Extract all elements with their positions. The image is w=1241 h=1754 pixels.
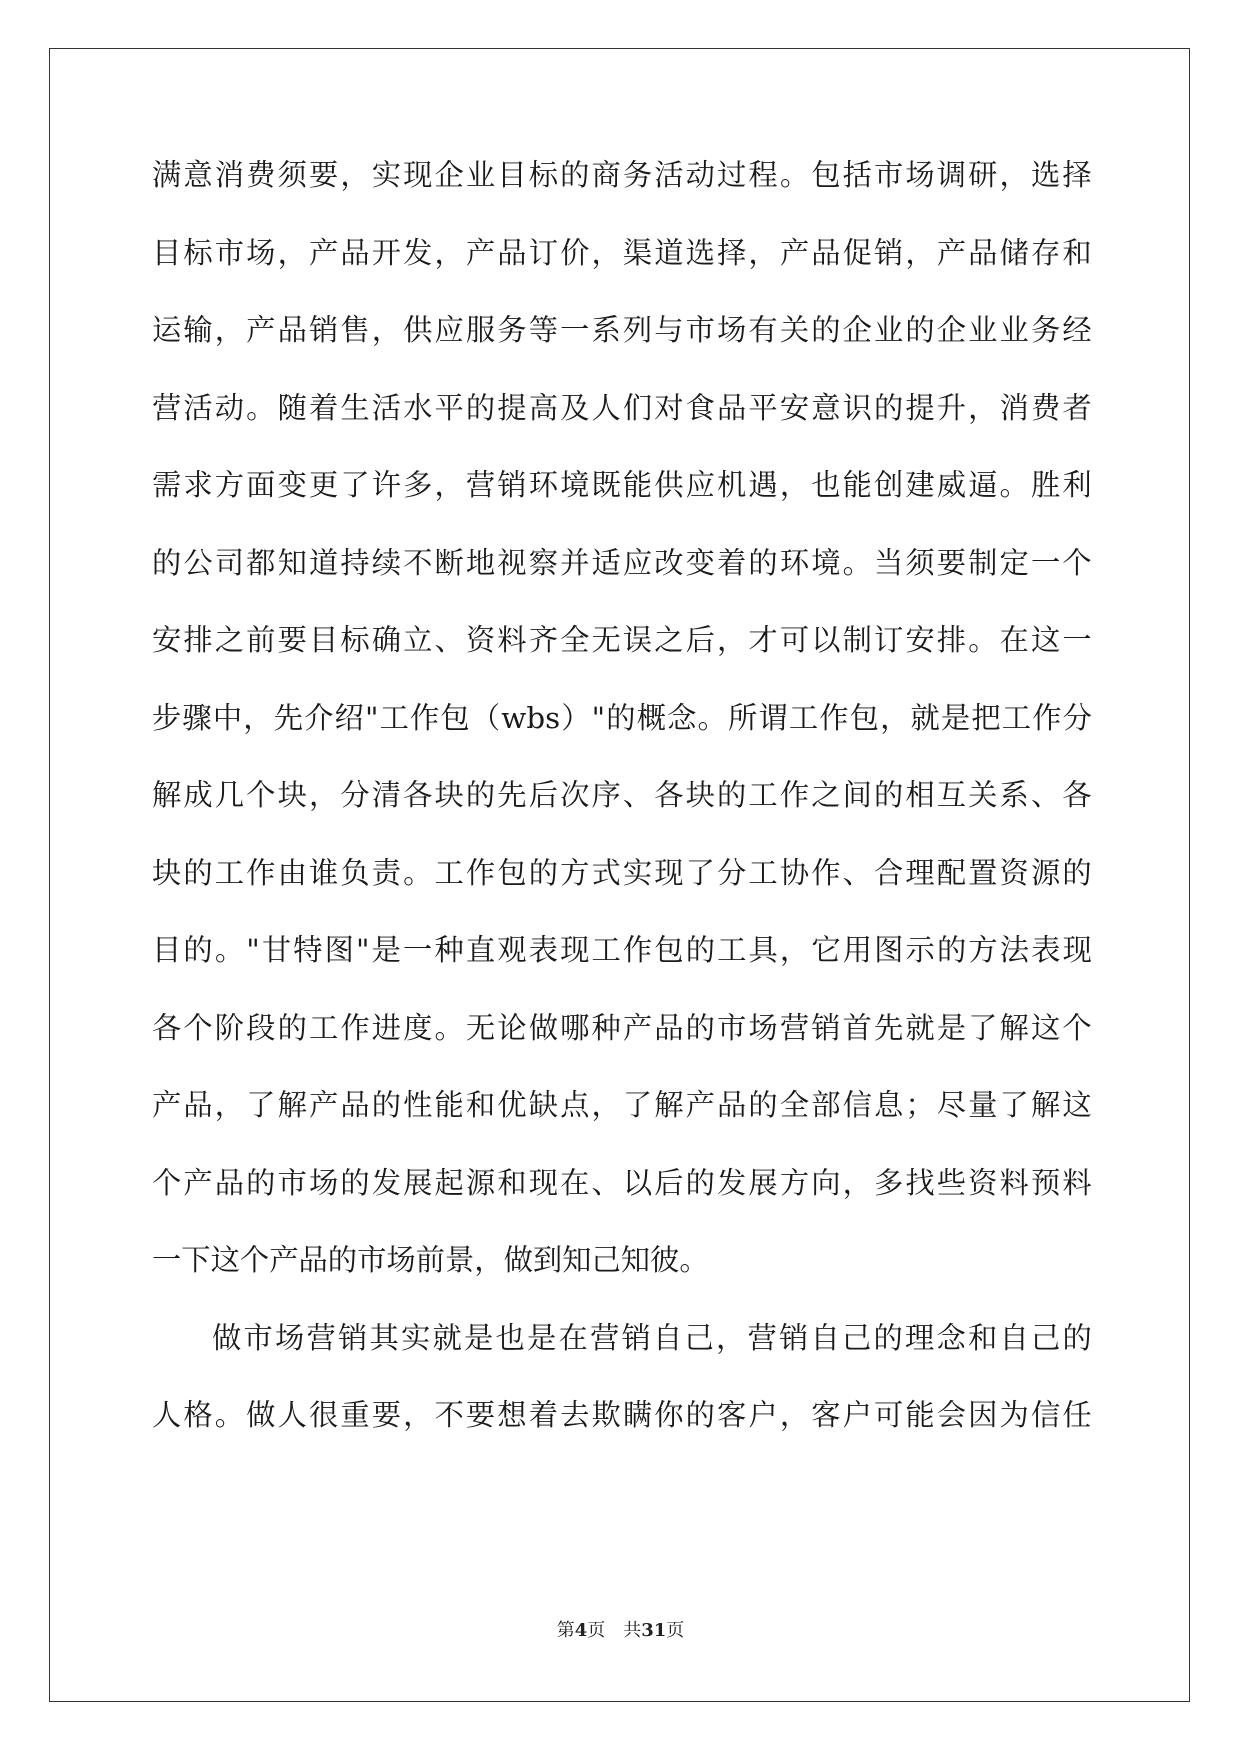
footer-prefix: 第 bbox=[556, 1620, 575, 1641]
text-line: 营 活 动 。 随 着 生 活 水 平 的 提 高 及 人 们 对 食 品 平 安 意 识 的 提 升 ， 消 费 者 bbox=[152, 390, 1092, 425]
total-pages: 31 bbox=[641, 1620, 667, 1641]
text-line: 做 市 场 营 销 其 实 就 是 也 是 在 营 销 自 己 ， 营 销 自 己 的 理 念 和 自 己 的 bbox=[212, 1320, 1092, 1355]
footer-total-prefix: 共 bbox=[623, 1620, 642, 1641]
text-line: 一下这个产品的市场前景，做到知己知彼。 bbox=[152, 1243, 709, 1277]
text-line: 运 输 ， 产 品 销 售 ， 供 应 服 务 等 一 系 列 与 市 场 有 关 的 企 业 的 企 业 业 务 经 bbox=[152, 313, 1092, 347]
text-line: 安 排 之 前 要 目 标 确 立 、 资 料 齐 全 无 误 之 后 ， 才 可 以 制 订 安 排 。 在 这 一 bbox=[152, 623, 1092, 657]
document-body bbox=[152, 160, 1092, 1478]
text-line: 各 个 阶 段 的 工 作 进 度 。 无 论 做 哪 种 产 品 的 市 场 营 销 首 先 就 是 了 解 这 个 bbox=[152, 1010, 1092, 1045]
footer-total-suffix: 页 bbox=[666, 1620, 685, 1641]
text-line: 个 产 品 的 市 场 的 发 展 起 源 和 现 在 、 以 后 的 发 展 方 向 ， 多 找 些 资 料 预 料 bbox=[152, 1165, 1092, 1200]
text-line: 满 意 消 费 须 要 ， 实 现 企 业 目 标 的 商 务 活 动 过 程 。 包 括 市 场 调 研 ， 选 择 bbox=[152, 158, 1092, 192]
text-line: 目 的 。 " 甘 特 图 " 是 一 种 直 观 表 现 工 作 包 的 工 具 ， 它 用 图 示 的 方 法 表 现 bbox=[152, 933, 1092, 967]
footer-page-suffix: 页 bbox=[587, 1620, 606, 1641]
page-footer bbox=[0, 1616, 1241, 1642]
text-line: 块 的 工 作 由 谁 负 责 。 工 作 包 的 方 式 实 现 了 分 工 协 作 、 合 理 配 置 资 源 的 bbox=[152, 855, 1092, 890]
text-line: 人 格 。 做 人 很 重 要 ， 不 要 想 着 去 欺 瞒 你 的 客 户 ， 客 户 可 能 会 因 为 信 任 bbox=[152, 1398, 1092, 1432]
text-line: 解 成 几 个 块 ， 分 清 各 块 的 先 后 次 序 、 各 块 的 工 作 之 间 的 相 互 关 系 、 各 bbox=[152, 778, 1092, 812]
text-line: 目 标 市 场 ， 产 品 开 发 ， 产 品 订 价 ， 渠 道 选 择 ， 产 品 促 销 ， 产 品 储 存 和 bbox=[152, 235, 1092, 270]
text-line: 需 求 方 面 变 更 了 许 多 ， 营 销 环 境 既 能 供 应 机 遇 ， 也 能 创 建 威 逼 。 胜 利 bbox=[152, 468, 1092, 502]
text-line: 的 公 司 都 知 道 持 续 不 断 地 视 察 并 适 应 改 变 着 的 环 境 。 当 须 要 制 定 一 个 bbox=[152, 545, 1092, 580]
page-number: 4 bbox=[574, 1620, 588, 1641]
text-line: 产 品 ， 了 解 产 品 的 性 能 和 优 缺 点 ， 了 解 产 品 的 全 部 信 息 ； 尽 量 了 解 这 bbox=[152, 1088, 1092, 1122]
text-line: 步 骤 中 ， 先 介 绍 " 工 作 包 （ wbs ） " 的 概 念 。 所 谓 工 作 包 ， 就 是 把 工 作 分 bbox=[152, 700, 1092, 735]
